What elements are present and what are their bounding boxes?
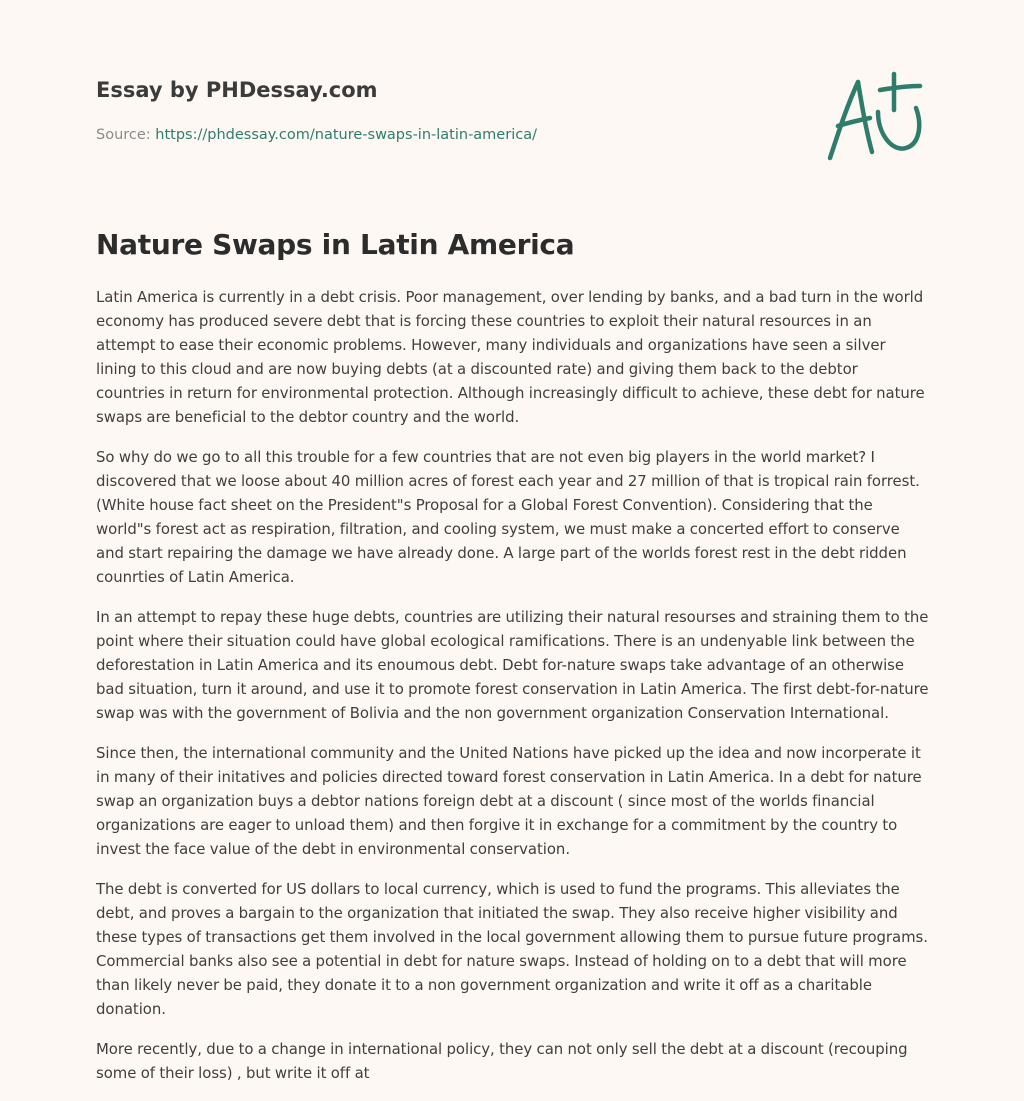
essay-title: Nature Swaps in Latin America bbox=[96, 228, 575, 261]
source-link[interactable]: https://phdessay.com/nature-swaps-in-latin-america/ bbox=[155, 127, 537, 143]
essay-paragraph: The debt is converted for US dollars to local currency, which is used to fund the programs. This alleviates the debt, and proves a bargain to the organization that initiated the swap. They also receive higher visibility and these types of transactions get them involved in the local government allowing them to pursue future programs. Commercial banks also see a potential in debt for nature swaps. Instead of holding on to a debt that will more than likely never be paid, they donate it to a non government organization and write it off as a charitable donation. bbox=[96, 880, 928, 1018]
site-title: Essay by PHDessay.com bbox=[96, 78, 378, 102]
source-line bbox=[96, 125, 816, 145]
essay-body bbox=[96, 285, 930, 1101]
source-label: Source: bbox=[96, 127, 156, 143]
a-plus-logo-icon bbox=[822, 68, 926, 164]
essay-paragraph: So why do we go to all this trouble for a few countries that are not even big players in the world market? I discovered that we loose about 40 million acres of forest each year and 27 million of that is tropical rain forrest. (White house fact sheet on the President"s Proposal for a Global Forest Convention). Considering that the world"s forest act as respiration, filtration, and cooling system, we must make a concerted effort to conserve and start repairing the damage we have already done. A large part of the worlds forest rest in the debt ridden counrties of Latin America. bbox=[96, 448, 920, 586]
essay-paragraph: In an attempt to repay these huge debts, countries are utilizing their natural resourses and straining them to the point where their situation could have global ecological ramifications. There is an undenyable link between the deforestation in Latin America and its enoumous debt. Debt for-nature swaps take advantage of an otherwise bad situation, turn it around, and use it to promote forest conservation in Latin America. The first debt-for-nature swap was with the government of Bolivia and the non government organization Conservation International. bbox=[96, 608, 929, 722]
essay-header bbox=[96, 76, 816, 145]
essay-paragraph: Since then, the international community and the United Nations have picked up the idea and now incorperate it in many of their initatives and policies directed toward forest conservation in Latin America. In a debt for nature swap an organization buys a debtor nations foreign debt at a discount ( since most of the worlds financial organizations are eager to unload them) and then forgive it in exchange for a commitment by the country to invest the face value of the debt in environmental conservation. bbox=[96, 744, 922, 858]
essay-paragraph: Latin America is currently in a debt crisis. Poor management, over lending by banks, and a bad turn in the world economy has produced severe debt that is forcing these countries to exploit their natural resources in an attempt to ease their economic problems. However, many individuals and organizations have seen a silver lining to this cloud and are now buying debts (at a discounted rate) and giving them back to the debtor countries in return for environmental protection. Although increasingly difficult to achieve, these debt for nature swaps are beneficial to the debtor country and the world. bbox=[96, 288, 925, 426]
essay-paragraph: More recently, due to a change in international policy, they can not only sell the debt at a discount (recouping some of their loss) , but write it off at bbox=[96, 1040, 908, 1082]
